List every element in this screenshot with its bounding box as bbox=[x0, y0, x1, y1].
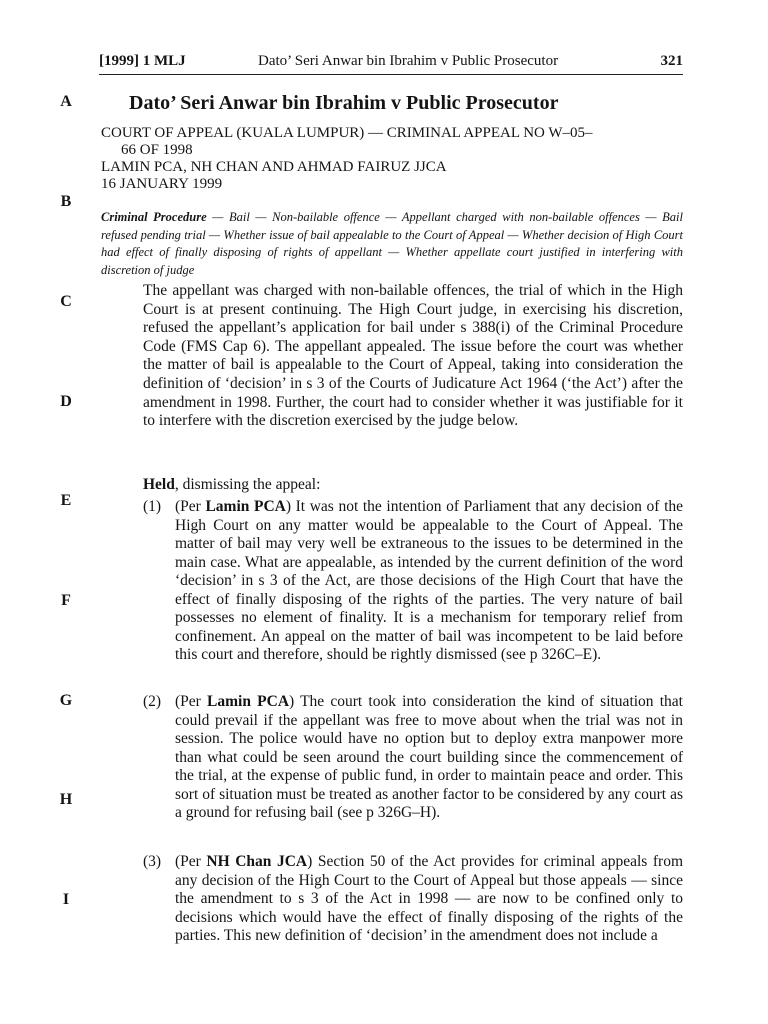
coram-judges: LAMIN PCA, NH CHAN AND AHMAD FAIRUZ JJCA bbox=[101, 159, 447, 175]
margin-letter-g: G bbox=[59, 692, 73, 709]
catchwords-category: Criminal Procedure bbox=[101, 210, 207, 224]
catchwords bbox=[101, 209, 683, 279]
held-label: Held bbox=[143, 476, 175, 493]
holding-body: ) The court took into consideration the kind of situation that could prevail if the appellant was free to move about when the trial was not in session. The police would have no option but to deploy extra manpower more than what could be seen around the court building since the commencement of the trial, at the expense of public fund, in order to maintain peace and order. This sort of situation must be treated as another factor to be considered by any court as a ground for refusing bail (see p 326G–H). bbox=[175, 693, 683, 821]
holding-text bbox=[175, 498, 683, 665]
margin-letter-i: I bbox=[62, 891, 70, 908]
holding-item bbox=[143, 853, 683, 946]
margin-letter-h: H bbox=[59, 791, 73, 808]
holding-body: ) It was not the intention of Parliament that any decision of the High Court on any matter would be appealable to the Court of Appeal. The matter of bail may very well be extraneous to the issues to be determined in the main case. What are appealable, as intended by the current definition of the word ‘decision’ in s 3 of the Act, are those decisions of the High Court that have the effect of finally disposing of the rights of the parties. The very nature of bail possesses no element of finality. It is a mechanism for temporary relief from confinement. An appeal on the matter of bail was incompetent to be laid before this court and therefore, should be rightly dismissed (see p 326C–E). bbox=[175, 498, 684, 663]
holding-text bbox=[175, 693, 683, 823]
held-outcome: , dismissing the appeal: bbox=[174, 476, 321, 493]
holding-text bbox=[175, 853, 683, 946]
holding-prefix: (Per bbox=[175, 693, 208, 710]
holding-prefix: (Per bbox=[175, 853, 207, 870]
margin-letter-f: F bbox=[61, 592, 71, 609]
catchwords-text: — Bail — Non-bailable offence — Appellant charged with non-bailable offences — Bail refused pending trial — Whether issue of bail appealable to the Court of Appeal — Whether decision of High Court had effect of finally disposing of rights of appellant — Whether appellate court justified in interfering with discretion of judge bbox=[101, 210, 683, 277]
case-title: Dato’ Seri Anwar bin Ibrahim v Public Prosecutor bbox=[129, 92, 559, 114]
holding-number: (2) bbox=[143, 693, 162, 710]
margin-letter-d: D bbox=[60, 393, 72, 410]
holding-judge: NH Chan JCA bbox=[206, 853, 308, 870]
holding-judge: Lamin PCA bbox=[205, 498, 286, 515]
report-citation: [1999] 1 MLJ bbox=[99, 53, 186, 69]
holding-item bbox=[143, 498, 683, 665]
holding-judge: Lamin PCA bbox=[207, 693, 290, 710]
margin-letter-e: E bbox=[60, 492, 72, 509]
margin-letter-b: B bbox=[60, 193, 72, 210]
holding-number: (3) bbox=[143, 853, 162, 870]
holding-body: ) Section 50 of the Act provides for criminal appeals from any decision of the High Court to the Court of Appeal but those appeals — since the amendment to s 3 of the Act in 1998 — are now to be confined only to decisions which would have the effect of finally disposing of the rights of the parties. This new definition of ‘decision’ in the amendment does not include a bbox=[175, 853, 684, 944]
judgment-date: 16 JANUARY 1999 bbox=[101, 176, 223, 192]
court-line: COURT OF APPEAL (KUALA LUMPUR) — CRIMINAL APPEAL NO W–05– bbox=[101, 125, 593, 141]
holding-number: (1) bbox=[143, 498, 162, 515]
holding-item bbox=[143, 693, 683, 823]
held-heading bbox=[143, 475, 320, 494]
appeal-number-continuation: 66 OF 1998 bbox=[121, 142, 193, 158]
running-head-title: Dato’ Seri Anwar bin Ibrahim v Public Prosecutor bbox=[258, 53, 559, 69]
header-rule bbox=[99, 74, 683, 75]
page-number: 321 bbox=[660, 53, 683, 69]
holding-prefix: (Per bbox=[175, 498, 206, 515]
margin-letter-c: C bbox=[60, 293, 72, 310]
margin-letter-a: A bbox=[60, 93, 72, 110]
case-summary: The appellant was charged with non-bailable offences, the trial of which in the High Court is at present continuing. The High Court judge, in exercising his discretion, refused the appellant’s application for bail under s 388(i) of the Criminal Procedure Code (FMS Cap 6). The appellant appealed. The issue before the court was whether the matter of bail is appealable to the Court of Appeal, taking into consideration the definition of ‘decision’ in s 3 of the Courts of Judicature Act 1964 (‘the Act’) after the amendment in 1998. Further, the court had to consider whether it was justifiable for it to interfere with the discretion exercised by the judge below. bbox=[143, 282, 683, 430]
